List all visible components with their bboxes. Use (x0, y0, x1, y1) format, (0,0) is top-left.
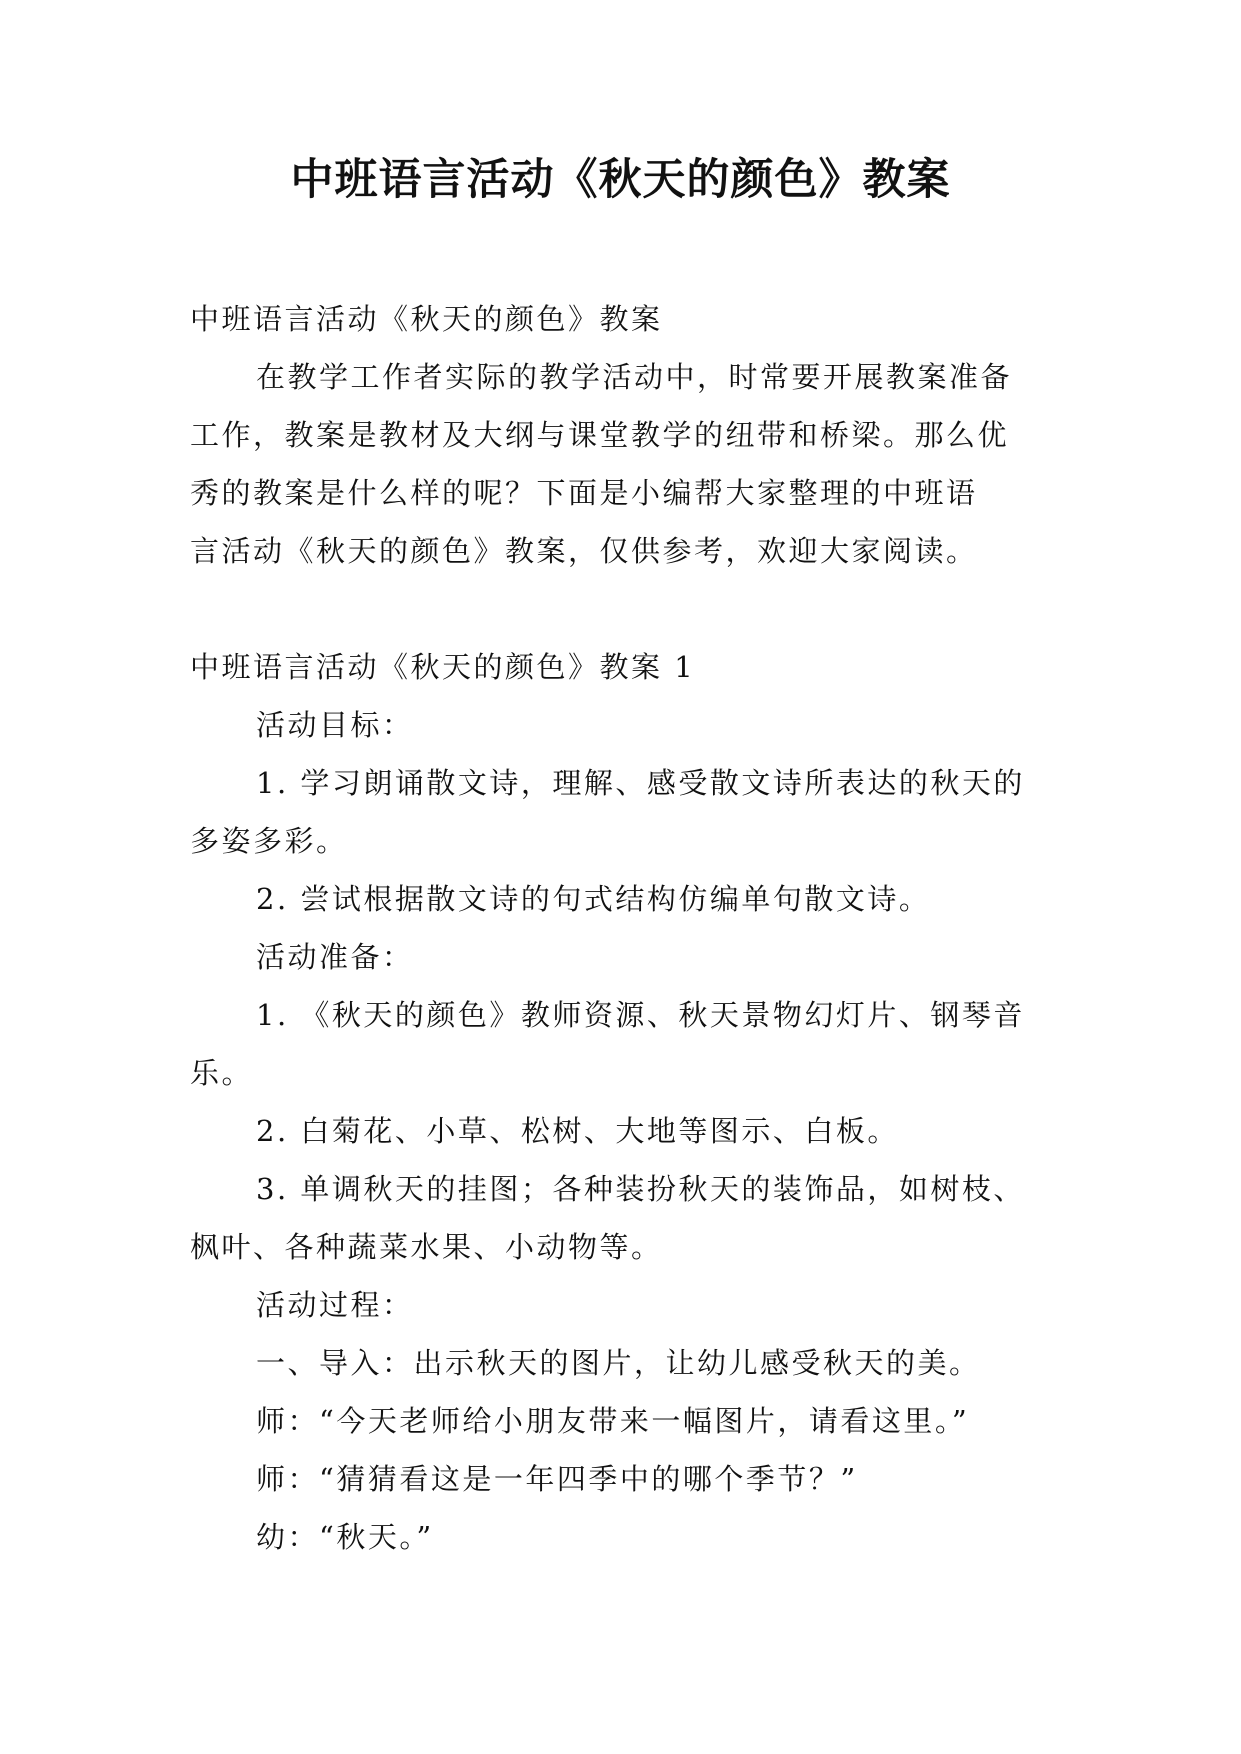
dialogue-line: 师：“今天老师给小朋友带来一幅图片，请看这里。” (256, 1404, 970, 1438)
list-item: 1. 学习朗诵散文诗，理解、感受散文诗所表达的秋天的 (256, 766, 1025, 800)
paragraph-line: 一、导入：出示秋天的图片，让幼儿感受秋天的美。 (256, 1346, 981, 1380)
subheading-process: 活动过程： (256, 1288, 414, 1322)
subheading-objectives: 活动目标： (256, 708, 414, 742)
paragraph-line: 在教学工作者实际的教学活动中，时常要开展教案准备 (256, 360, 1013, 394)
list-item-continuation: 乐。 (190, 1056, 254, 1090)
list-item: 3. 单调秋天的挂图；各种装扮秋天的装饰品，如树枝、 (256, 1172, 1025, 1206)
section-heading: 中班语言活动《秋天的颜色》教案 (190, 302, 663, 336)
paragraph-line: 工作，教案是教材及大纲与课堂教学的纽带和桥梁。那么优 (190, 418, 1010, 452)
list-item: 2. 尝试根据散文诗的句式结构仿编单句散文诗。 (256, 882, 931, 916)
list-item: 2. 白菊花、小草、松树、大地等图示、白板。 (256, 1114, 899, 1148)
paragraph-gap (190, 580, 1060, 638)
list-item: 1. 《秋天的颜色》教师资源、秋天景物幻灯片、钢琴音 (256, 998, 1025, 1032)
document-title: 中班语言活动《秋天的颜色》教案 (290, 155, 951, 205)
dialogue-line: 师：“猜猜看这是一年四季中的哪个季节？” (256, 1462, 858, 1496)
paragraph-line: 言活动《秋天的颜色》教案，仅供参考，欢迎大家阅读。 (190, 534, 978, 568)
subheading-preparation: 活动准备： (256, 940, 414, 974)
section-heading: 中班语言活动《秋天的颜色》教案 1 (190, 650, 696, 684)
document-body (190, 290, 1060, 1566)
list-item-continuation: 枫叶、各种蔬菜水果、小动物等。 (190, 1230, 663, 1264)
paragraph-line: 秀的教案是什么样的呢？下面是小编帮大家整理的中班语 (190, 476, 978, 510)
dialogue-line: 幼：“秋天。” (256, 1520, 434, 1554)
list-item-continuation: 多姿多彩。 (190, 824, 348, 858)
